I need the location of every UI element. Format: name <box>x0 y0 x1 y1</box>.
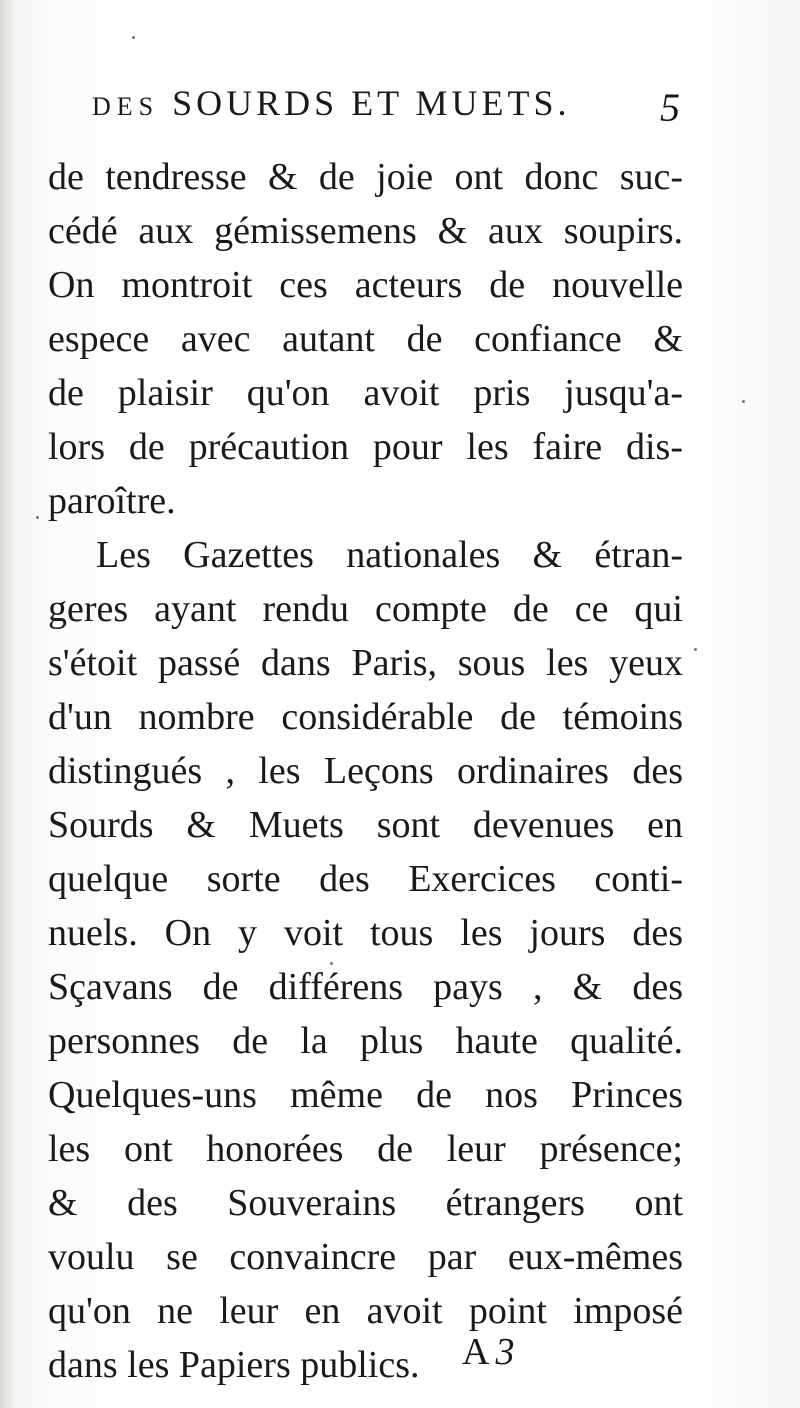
text-line: Sçavans de différens pays , & des <box>48 966 683 1008</box>
body-text <box>48 150 683 1392</box>
text-line: dans les Papiers publics. <box>48 1344 420 1386</box>
text-line: Sourds & Muets sont devenues en <box>48 804 683 846</box>
header-prefix: DES <box>92 92 160 121</box>
text-line: nuels. On y voit tous les jours des <box>48 912 683 954</box>
text-line: de tendresse & de joie ont donc suc- <box>48 156 683 198</box>
text-line: On montroit ces acteurs de nouvelle <box>48 264 683 306</box>
text-line: distingués , les Leçons ordinaires des <box>48 750 683 792</box>
page-number: 5 <box>660 85 684 130</box>
speck <box>132 36 135 39</box>
speck <box>694 648 697 651</box>
text-line: cédé aux gémissemens & aux soupirs. <box>48 210 683 252</box>
signature-letter: A <box>462 1331 496 1373</box>
running-header <box>92 82 692 138</box>
text-line: personnes de la plus haute qualité. <box>48 1020 683 1062</box>
text-line: quelque sorte des Exercices conti- <box>48 858 683 900</box>
speck <box>330 962 333 965</box>
text-line: s'étoit passé dans Paris, sous les yeux <box>48 642 683 684</box>
text-line: qu'on ne leur en avoit point imposé <box>48 1290 683 1332</box>
text-line: espece avec autant de confiance & <box>48 318 683 360</box>
signature-mark <box>462 1330 520 1374</box>
speck <box>36 516 39 519</box>
page-gutter-shadow <box>0 0 14 1408</box>
text-line: d'un nombre considérable de témoins <box>48 696 683 738</box>
text-line: voulu se convaincre par eux-mêmes <box>48 1236 683 1278</box>
text-line: de plaisir qu'on avoit pris jusqu'a- <box>48 372 683 414</box>
text-line: Les Gazettes nationales & étran- <box>96 534 683 576</box>
signature-number: 3 <box>495 1331 521 1373</box>
text-line: Quelques-uns même de nos Princes <box>48 1074 683 1116</box>
header-title: SOURDS ET MUETS. <box>172 83 571 123</box>
text-line: les ont honorées de leur présence; <box>48 1128 683 1170</box>
text-line: lors de précaution pour les faire dis- <box>48 426 683 468</box>
speck <box>742 400 745 403</box>
text-line: & des Souverains étrangers ont <box>48 1182 683 1224</box>
text-line: paroître. <box>48 480 176 522</box>
text-line: geres ayant rendu compte de ce qui <box>48 588 683 630</box>
